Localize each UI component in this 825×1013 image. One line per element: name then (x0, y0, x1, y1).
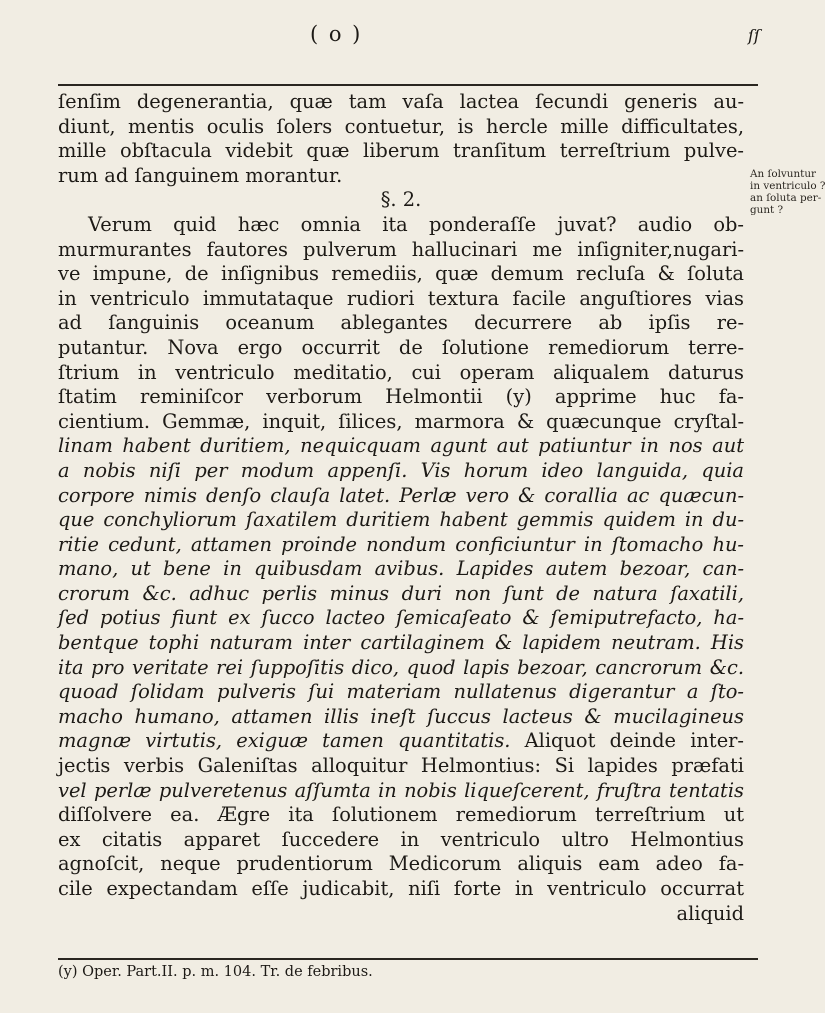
margin-note (750, 168, 825, 216)
paragraph-3 (58, 754, 744, 926)
text-line: murmurantes fautores pulverum hallucinari me inſigniter,nugari- (58, 237, 744, 261)
paragraph-2 (58, 213, 744, 754)
text-line: ex citatis apparet ſuccedere in ventriculo ultro Helmontius (58, 827, 744, 851)
text-line: diſſolvere ea. Ægre ita ſolutionem remediorum terreſtrium ut (58, 803, 744, 827)
mixed-line (58, 729, 744, 754)
quote-line: a nobis niſi per modum appenſi. Vis horum ideo languida, quia (58, 458, 744, 482)
quote-line: ritie cedunt, attamen proinde nondum conficiuntur in ſtomacho hu- (58, 532, 744, 556)
margin-note-line: in ventriculo ? (750, 180, 825, 192)
margin-note-line: An ſolvuntur (750, 168, 817, 180)
text-line: agnoſcit, neque prudentiorum Medicorum aliquis eam adeo fa- (58, 852, 744, 876)
quote-line: quoad ſolidam pulveris ſui materiam nullatenus digerantur a ſto- (58, 680, 744, 704)
text-line: diunt, mentis oculis ſolers contuetur, is hercle mille difficultates, (58, 114, 744, 138)
text-fragment: Aliquot deinde inter- (524, 729, 744, 753)
text-line: rum ad ſanguinem morantur. (58, 163, 343, 187)
margin-note-line: gunt ? (750, 204, 784, 216)
quote-line: crorum &c. adhuc perlis minus duri non ſunt de natura ſaxatili, (58, 581, 744, 605)
text-line: ſtrium in ventriculo meditatio, cui operam aliqualem daturus (58, 360, 744, 384)
footnote-rule (58, 958, 758, 960)
quote-line: ita pro veritate rei ſuppoſitis dico, quod lapis bezoar, cancrorum &c. (58, 655, 744, 679)
quote-line: ſed potius fiunt ex ſucco lacteo ſemicaſeato & ſemiputrefacto, ha- (58, 606, 744, 630)
text-line: putantur. Nova ergo occurrit de ſolutione remediorum terre- (58, 335, 744, 359)
text-line: Verum quid hæc omnia ita ponderaſſe juvat? audio ob- (88, 212, 744, 236)
paragraph-1 (58, 90, 744, 188)
quote-line: bentque tophi naturam inter cartilaginem & lapidem neutram. His (58, 631, 744, 655)
text-line: cientium. Gemmæ, inquit, ſilices, marmora & quæcunque cryſtal- (58, 409, 744, 433)
footnote: (y) Oper. Part.II. p. m. 104. Tr. de febribus. (58, 964, 373, 980)
text-line: ve impune, de inſignibus remediis, quæ demum recluſa & ſoluta (58, 262, 744, 286)
margin-note-line: an ſoluta per- (750, 192, 822, 204)
text-line: cile expectandam eſſe judicabit, niſi forte in ventriculo occurrat (58, 877, 744, 900)
running-head (0, 10, 800, 46)
quote-line: mano, ut bene in quibusdam avibus. Lapides autem bezoar, can- (58, 557, 744, 581)
catchword: aliquid (676, 901, 744, 925)
page-number: ( o ) (310, 22, 363, 46)
text-line: mille obſtacula videbit quæ liberum tranſitum terreſtrium pulve- (58, 139, 744, 163)
quote-end: magnæ virtutis, exiguæ tamen quantitatis. (58, 729, 511, 753)
quote-line: vel perlæ pulveretenus aſſumta in nobis liqueſcerent, fruſtra tentatis (58, 778, 744, 802)
header-rule (58, 84, 758, 86)
text-line: ſenſim degenerantia, quæ tam vaſa lactea ſecundi generis au- (58, 90, 744, 113)
text-line: in ventriculo immutataque rudiori textura facile anguſtiores vias (58, 286, 744, 310)
quote-line: que conchyliorum ſaxatilem duritiem habent gemmis quidem in du- (58, 508, 744, 532)
text-line: ſtatim reminiſcor verborum Helmontii (y) apprime huc fa- (58, 385, 744, 409)
text-line: ad ſanguinis oceanum ablegantes decurrere ab ipſis re- (58, 311, 744, 335)
quote-line: linam habent duritiem, nequicquam agunt aut patiuntur in nos aut (58, 434, 744, 458)
quote-line: corpore nimis denſo clauſa latet. Perlæ vero & corallia ac quæcun- (58, 483, 744, 507)
text-column (58, 90, 744, 926)
text-line: jectis verbis Galeniſtas alloquitur Helmontius: Si lapides præfati (58, 754, 744, 778)
quote-line: macho humano, attamen illis ineſt ſuccus lacteus & mucilagineus (58, 704, 744, 728)
section-heading: §. 2. (380, 188, 422, 212)
signature-mark: ſſ (748, 26, 760, 45)
